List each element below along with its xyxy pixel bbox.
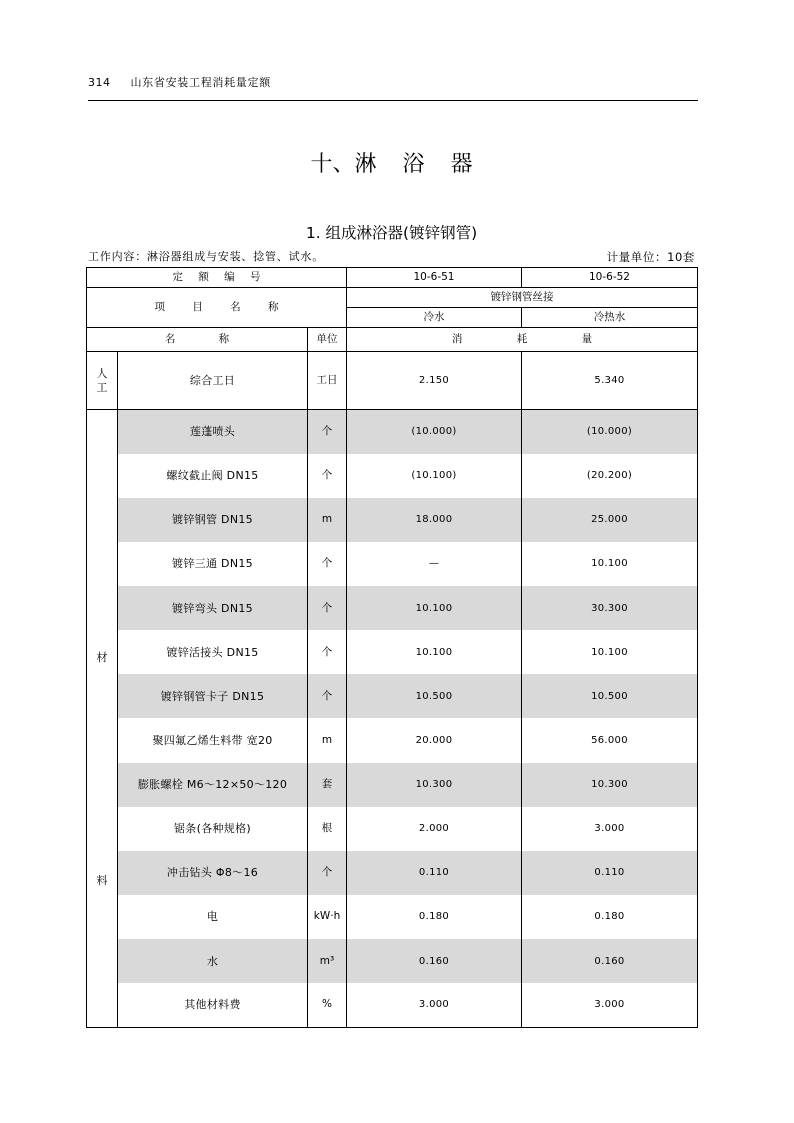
material-row	[87, 763, 698, 807]
material-row	[87, 498, 698, 542]
material-value-hot: 3.000	[522, 983, 698, 1027]
material-value-hot: 10.500	[522, 674, 698, 718]
quota-table	[86, 267, 698, 1028]
quota-code-label: 定 额 编 号	[172, 271, 261, 283]
material-value-hot: 10.100	[522, 542, 698, 586]
subsection-title: 1. 组成淋浴器(镀锌钢管)	[305, 224, 478, 242]
material-row	[87, 630, 698, 674]
material-value-hot: 3.000	[522, 807, 698, 851]
material-row	[87, 939, 698, 983]
unit-of-measure-value: 10套	[667, 250, 695, 264]
material-unit: 套	[308, 763, 347, 807]
material-row	[87, 542, 698, 586]
material-value-cold: 0.160	[347, 939, 522, 983]
work-content-label: 工作内容：	[88, 250, 147, 263]
material-row	[87, 807, 698, 851]
material-name: 镀锌弯头 DN15	[118, 586, 308, 630]
material-category-label: 材料	[96, 650, 108, 887]
material-row	[87, 674, 698, 718]
material-category-cell	[87, 410, 118, 1028]
page-number: 314	[88, 76, 111, 89]
material-row	[87, 983, 698, 1027]
material-name: 镀锌钢管卡子 DN15	[118, 674, 308, 718]
column-header-name-label: 名 称	[164, 333, 230, 345]
material-value-cold: —	[347, 542, 522, 586]
material-unit: m³	[308, 939, 347, 983]
item-variant-cell: 冷热水	[522, 308, 698, 328]
section-title: 十、淋 浴 器	[310, 152, 473, 177]
material-value-cold: (10.000)	[347, 410, 522, 454]
material-row	[87, 851, 698, 895]
labor-unit: 工日	[308, 352, 347, 410]
material-name: 莲蓬喷头	[118, 410, 308, 454]
material-row	[87, 454, 698, 498]
material-unit: m	[308, 718, 347, 762]
material-unit: %	[308, 983, 347, 1027]
material-value-cold: 0.180	[347, 895, 522, 939]
labor-row	[87, 352, 698, 410]
material-value-cold: 10.500	[347, 674, 522, 718]
material-value-cold: 0.110	[347, 851, 522, 895]
column-header-name	[87, 328, 308, 352]
material-name: 其他材料费	[118, 983, 308, 1027]
material-name: 镀锌三通 DN15	[118, 542, 308, 586]
material-name: 聚四氟乙烯生料带 宽20	[118, 718, 308, 762]
column-header-consumption-label: 消 耗 量	[451, 333, 593, 345]
labor-value-hot: 5.340	[522, 352, 698, 410]
running-head	[88, 75, 271, 91]
column-header-consumption	[347, 328, 698, 352]
quota-code-cell: 10-6-51	[347, 268, 522, 288]
item-group-cell: 镀锌钢管丝接	[347, 288, 698, 308]
material-name: 电	[118, 895, 308, 939]
work-content-text: 淋浴器组成与安装、捻管、试水。	[147, 250, 324, 263]
material-value-hot: 10.100	[522, 630, 698, 674]
labor-category-cell	[87, 352, 118, 410]
material-unit: 个	[308, 454, 347, 498]
material-name: 镀锌活接头 DN15	[118, 630, 308, 674]
material-unit: 个	[308, 542, 347, 586]
material-unit: 个	[308, 586, 347, 630]
material-unit: 根	[308, 807, 347, 851]
material-name: 冲击钻头 Φ8～16	[118, 851, 308, 895]
material-value-hot: 0.110	[522, 851, 698, 895]
material-row	[87, 586, 698, 630]
item-group-row	[87, 288, 698, 308]
material-row	[87, 410, 698, 454]
material-name: 镀锌钢管 DN15	[118, 498, 308, 542]
material-value-hot: (20.200)	[522, 454, 698, 498]
material-value-cold: 10.100	[347, 586, 522, 630]
column-header-unit: 单位	[308, 328, 347, 352]
material-value-cold: 10.100	[347, 630, 522, 674]
material-value-hot: 0.160	[522, 939, 698, 983]
unit-of-measure-label: 计量单位：	[606, 250, 668, 264]
header-rule	[88, 100, 698, 101]
labor-name: 综合工日	[118, 352, 308, 410]
labor-category-label: 人工	[96, 366, 108, 394]
material-name: 水	[118, 939, 308, 983]
material-unit: kW·h	[308, 895, 347, 939]
quota-code-label-cell	[87, 268, 347, 288]
material-unit: m	[308, 498, 347, 542]
material-unit: 个	[308, 674, 347, 718]
material-value-hot: 56.000	[522, 718, 698, 762]
material-value-cold: 2.000	[347, 807, 522, 851]
labor-value-cold: 2.150	[347, 352, 522, 410]
material-value-hot: 30.300	[522, 586, 698, 630]
material-value-hot: 0.180	[522, 895, 698, 939]
material-value-hot: (10.000)	[522, 410, 698, 454]
material-row	[87, 718, 698, 762]
book-title: 山东省安装工程消耗量定额	[130, 76, 271, 89]
item-name-label-cell	[87, 288, 347, 328]
material-value-cold: (10.100)	[347, 454, 522, 498]
material-value-hot: 10.300	[522, 763, 698, 807]
material-row	[87, 895, 698, 939]
material-name: 膨胀螺栓 M6～12×50～120	[118, 763, 308, 807]
material-value-cold: 18.000	[347, 498, 522, 542]
material-name: 螺纹截止阀 DN15	[118, 454, 308, 498]
material-value-hot: 25.000	[522, 498, 698, 542]
material-unit: 个	[308, 410, 347, 454]
material-unit: 个	[308, 630, 347, 674]
quota-code-cell: 10-6-52	[522, 268, 698, 288]
material-value-cold: 20.000	[347, 718, 522, 762]
unit-of-measure	[607, 250, 695, 264]
material-name: 锯条(各种规格)	[118, 807, 308, 851]
material-unit: 个	[308, 851, 347, 895]
material-value-cold: 3.000	[347, 983, 522, 1027]
column-header-row	[87, 328, 698, 352]
item-variant-cell: 冷水	[347, 308, 522, 328]
work-content	[88, 250, 324, 264]
item-name-label: 项 目 名 称	[154, 301, 279, 313]
quota-code-row	[87, 268, 698, 288]
material-value-cold: 10.300	[347, 763, 522, 807]
